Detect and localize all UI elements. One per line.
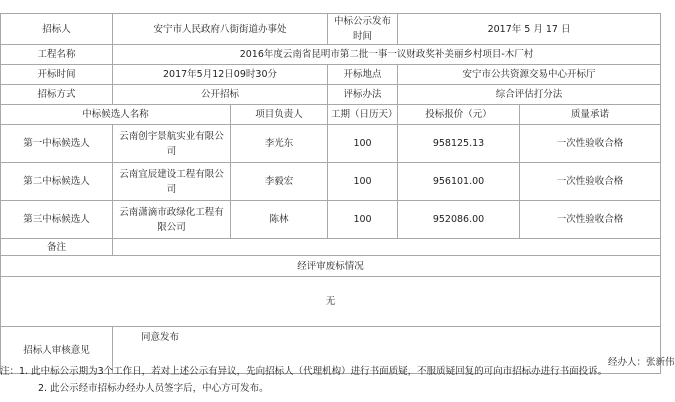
col-quality: 质量承诺 xyxy=(520,105,661,125)
row-open-time xyxy=(1,65,661,85)
audit-handler: 经办人：张新伟 xyxy=(608,357,675,368)
remarks-value xyxy=(113,239,661,256)
eval-value: 综合评估打分法 xyxy=(398,85,661,105)
project-name-label: 工程名称 xyxy=(1,45,113,65)
candidate-rank: 第三中标候选人 xyxy=(1,201,113,239)
col-price: 投标报价（元） xyxy=(398,105,520,125)
candidate-name: 云南潇滴市政绿化工程有限公司 xyxy=(113,201,231,239)
candidate-days: 100 xyxy=(328,201,398,239)
candidate-quality: 一次性验收合格 xyxy=(520,125,661,163)
row-review-content xyxy=(1,277,661,327)
review-content: 无 xyxy=(1,277,661,327)
table-row xyxy=(1,163,661,201)
audit-label: 招标人审核意见 xyxy=(1,327,113,374)
candidate-manager: 李毅宏 xyxy=(231,163,328,201)
note-1: 注：1. 此中标公示期为3个工作日，若对上述公示有异议，先向招标人（代理机构）进行书面质疑，不服质疑回复的可向市招标办进行书面投诉。 xyxy=(0,366,608,377)
bid-notice-table xyxy=(0,13,675,374)
candidate-quality: 一次性验收合格 xyxy=(520,201,661,239)
tenderer-value: 安宁市人民政府八街街道办事处 xyxy=(113,14,328,45)
review-title: 经评审废标情况 xyxy=(1,256,661,277)
row-candidate-header xyxy=(1,105,661,125)
open-time-value: 2017年5月12日09时30分 xyxy=(113,65,328,85)
candidate-days: 100 xyxy=(328,125,398,163)
col-manager: 项目负责人 xyxy=(231,105,328,125)
candidate-manager: 李光东 xyxy=(231,125,328,163)
open-time-label: 开标时间 xyxy=(1,65,113,85)
publish-date-value: 2017年 5 月 17 日 xyxy=(398,14,661,45)
table-row xyxy=(1,125,661,163)
table-row xyxy=(1,201,661,239)
method-value: 公开招标 xyxy=(113,85,328,105)
publish-date-label: 中标公示发布时间 xyxy=(328,14,398,45)
eval-label: 评标办法 xyxy=(328,85,398,105)
row-project-name xyxy=(1,45,661,65)
candidate-days: 100 xyxy=(328,163,398,201)
tenderer-label: 招标人 xyxy=(1,14,113,45)
candidate-price: 956101.00 xyxy=(398,163,520,201)
row-review-title xyxy=(1,256,661,277)
row-remarks xyxy=(1,239,661,256)
row-method xyxy=(1,85,661,105)
note-2: 2. 此公示经市招标办经办人员签字后，中心方可发布。 xyxy=(38,383,269,394)
row-header xyxy=(1,14,661,45)
candidate-price: 952086.00 xyxy=(398,201,520,239)
col-days: 工期（日历天） xyxy=(328,105,398,125)
candidate-price: 958125.13 xyxy=(398,125,520,163)
audit-opinion: 同意发布 xyxy=(141,332,180,343)
remarks-label: 备注 xyxy=(1,239,113,256)
candidate-name: 云南创宇景航实业有限公司 xyxy=(113,125,231,163)
candidate-name: 云南宜辰建设工程有限公司 xyxy=(113,163,231,201)
candidate-quality: 一次性验收合格 xyxy=(520,163,661,201)
candidate-rank: 第一中标候选人 xyxy=(1,125,113,163)
candidate-rank: 第二中标候选人 xyxy=(1,163,113,201)
project-name-value: 2016年度云南省昆明市第二批一事一议财政奖补美丽乡村项目-木厂村 xyxy=(113,45,661,65)
notes xyxy=(0,363,660,397)
open-place-value: 安宁市公共资源交易中心开标厅 xyxy=(398,65,661,85)
candidate-manager: 陈林 xyxy=(231,201,328,239)
open-place-label: 开标地点 xyxy=(328,65,398,85)
col-candidate-name: 中标候选人名称 xyxy=(1,105,231,125)
method-label: 招标方式 xyxy=(1,85,113,105)
